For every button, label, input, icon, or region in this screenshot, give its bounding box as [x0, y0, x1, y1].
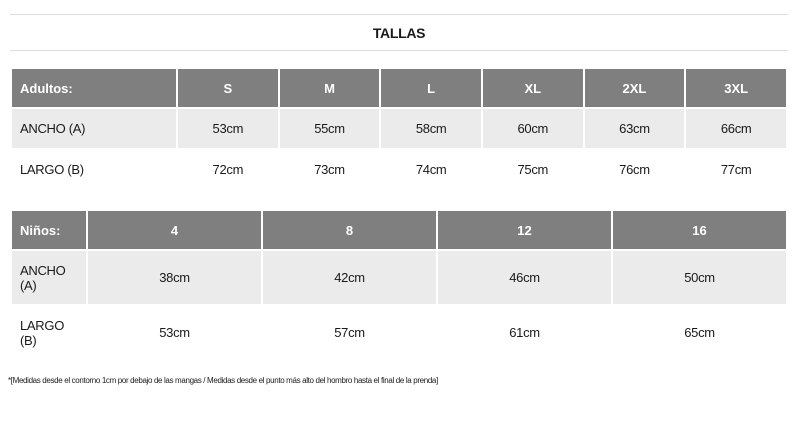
row-label: LARGO (B): [20, 162, 84, 177]
adult-size-header: 2XL: [585, 69, 685, 107]
measurement-cell: 55cm: [280, 109, 380, 148]
adult-row-width: [12, 109, 786, 148]
measurement-cell: 38cm: [88, 251, 261, 304]
adult-size-header: XL: [483, 69, 583, 107]
measurement-footnote: *[Medidas desde el contorno 1cm por debajo de las mangas / Medidas desde el punto más alto del hombro hasta el final de la prenda]: [8, 376, 438, 385]
measurement-cell: 60cm: [483, 109, 583, 148]
measurement-cell: 63cm: [585, 109, 685, 148]
kids-row-length: [12, 306, 786, 359]
measurement-cell: 50cm: [613, 251, 786, 304]
adult-row-length: [12, 150, 786, 189]
kids-size-header: 12: [438, 211, 611, 249]
measurement-cell: 66cm: [686, 109, 786, 148]
adult-group-header: Adultos:: [12, 69, 176, 107]
kids-group-header: Niños:: [12, 211, 86, 249]
kids-size-table: [10, 209, 788, 361]
adult-size-header: 3XL: [686, 69, 786, 107]
page-title-bar: [10, 14, 788, 51]
adult-size-header: S: [178, 69, 278, 107]
kids-header-row: [12, 211, 786, 249]
adult-size-table: [10, 67, 788, 191]
measurement-cell: 58cm: [381, 109, 481, 148]
row-label: LARGO (B): [20, 317, 65, 348]
row-label: ANCHO (A): [12, 109, 176, 148]
row-label: ANCHO (A): [12, 251, 86, 304]
measurement-cell: 75cm: [517, 162, 549, 177]
measurement-cell: 46cm: [438, 251, 611, 304]
kids-size-header: 16: [613, 211, 786, 249]
page-title: TALLAS: [372, 24, 426, 41]
measurement-cell: 72cm: [212, 162, 244, 177]
kids-row-width: [12, 251, 786, 304]
kids-size-header: 4: [88, 211, 261, 249]
measurement-cell: 77cm: [720, 162, 752, 177]
measurement-cell: 76cm: [619, 162, 650, 177]
measurement-cell: 53cm: [159, 325, 190, 340]
adult-size-header: M: [280, 69, 380, 107]
adult-size-header: L: [381, 69, 481, 107]
kids-size-header: 8: [263, 211, 436, 249]
measurement-cell: 57cm: [334, 325, 365, 340]
measurement-cell: 61cm: [509, 325, 540, 340]
measurement-cell: 42cm: [263, 251, 436, 304]
measurement-cell: 65cm: [684, 325, 715, 340]
measurement-cell: 73cm: [314, 162, 345, 177]
measurement-cell: 74cm: [415, 162, 447, 177]
adult-header-row: [12, 69, 786, 107]
measurement-cell: 53cm: [178, 109, 278, 148]
